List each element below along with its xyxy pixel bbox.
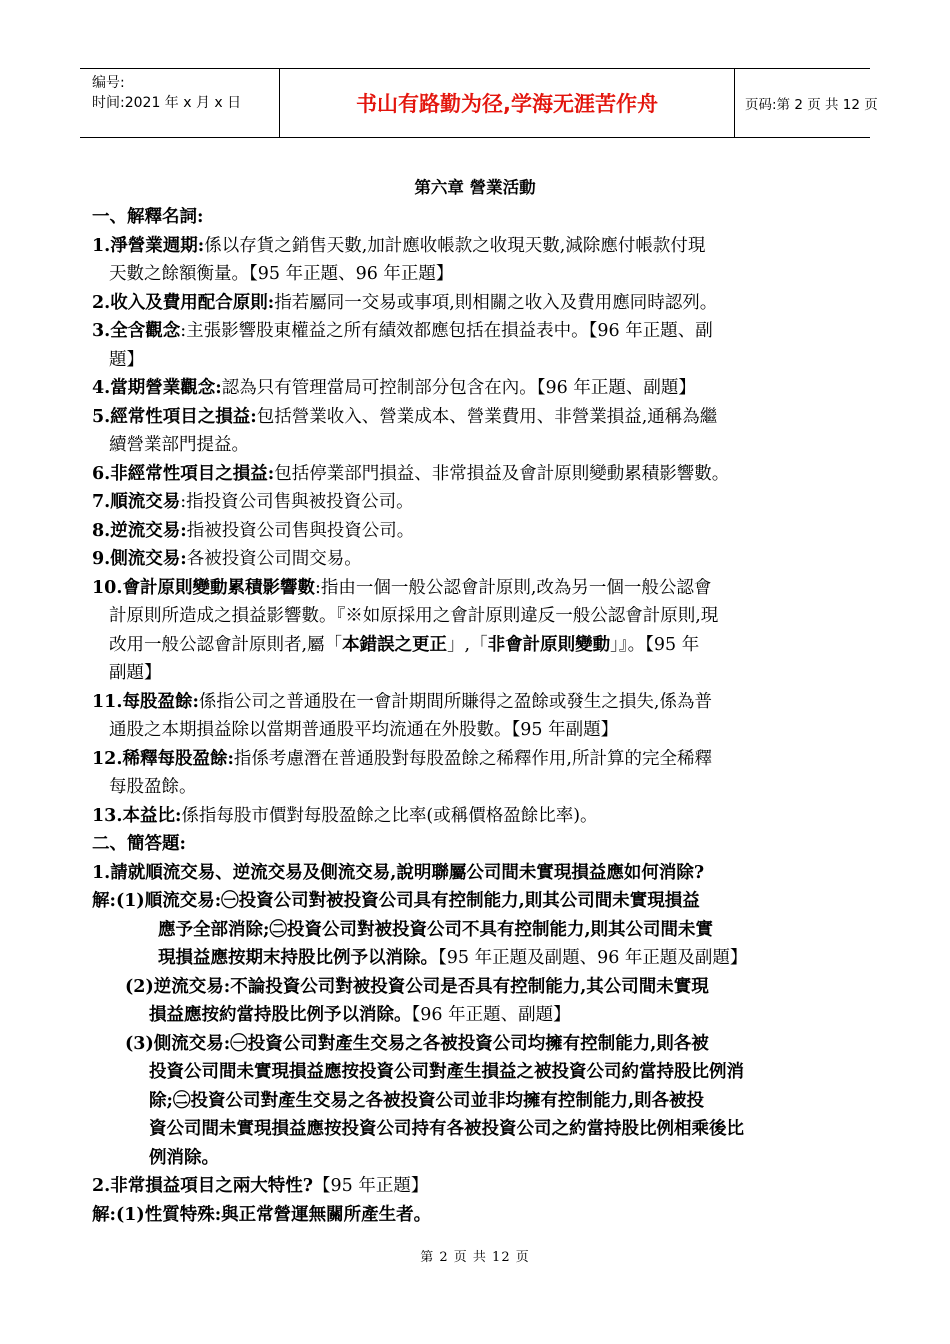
answer-1-3-cont2: 除;㊁投資公司對產生交易之各被投資公司並非均擁有控制能力,則各被投 [149,1090,705,1111]
term-2: 2.收入及費用配合原則:指若屬同一交易或事項,則相關之收入及費用應同時認列。 [92,292,718,313]
term-8: 8.逆流交易:指被投資公司售與投資公司。 [92,520,415,541]
answer-2-1: 解:(1)性質特殊:與正常營運無關所產生者。 [92,1204,432,1225]
term-10-cont-2: 改用一般公認會計原則者,屬「本錯誤之更正」,「非會計原則變動」』。【95 年 [109,634,700,655]
answer-1-2-cont: 損益應按約當持股比例予以消除。【96 年正題、副題】 [149,1005,571,1025]
answer-1-3: (3)側流交易:㊀投資公司對產生交易之各被投資公司均擁有控制能力,則各被 [125,1033,709,1054]
term-11: 11.每股盈餘:係指公司之普通股在一會計期間所賺得之盈餘或發生之損失,係為普 [92,691,712,712]
chapter-title: 第六章 營業活動 [414,178,536,197]
term-5: 5.經常性項目之損益:包括營業收入、營業成本、營業費用、非營業損益,通稱為繼 [92,406,718,427]
term-3: 3.全含觀念:主張影響股東權益之所有績效都應包括在損益表中。【96 年正題、副 [92,321,713,341]
term-3-cont: 題】 [109,349,144,370]
term-12: 12.稀釋每股盈餘:指係考慮潛在普通股對每股盈餘之稀釋作用,所計算的完全稀釋 [92,748,712,769]
answer-1-1-cont2: 現損益應按期末持股比例予以消除。【95 年正題及副題、96 年正題及副題】 [158,948,748,968]
page-header [80,68,878,138]
answer-1-3-cont3: 資公司間未實現損益應按投資公司持有各被投資公司之約當持股比例相乘後比 [149,1119,744,1139]
question-2: 2.非常損益項目之兩大特性?【95 年正題】 [92,1176,429,1196]
header-motto: 书山有路勤为径,学海无涯苦作舟 [280,69,735,137]
term-6: 6.非經常性項目之損益:包括停業部門損益、非常損益及會計原則變動累積影響數。 [92,463,730,484]
answer-1-3-cont4: 例消除。 [149,1147,219,1168]
term-10-cont-1: 計原則所造成之損益影響數。『※如原採用之會計原則違反一般公認會計原則,現 [109,606,719,626]
term-1: 1.淨營業週期:係以存貨之銷售天數,加計應收帳款之收現天數,減除應付帳款付現 [92,235,706,256]
term-5-cont: 續營業部門提益。 [109,435,249,455]
term-11-cont: 通股之本期損益除以當期普通股平均流通在外股數。【95 年副題】 [109,720,619,740]
header-page-info: 页码:第 2 页 共 12 页 [745,97,878,113]
section-heading: 二、簡答題: [92,834,186,854]
term-1-cont: 天數之餘額衡量。【95 年正題、96 年正題】 [109,264,454,284]
answer-1-3-cont1: 投資公司間未實現損益應按投資公司對產生損益之被投資公司約當持股比例消 [149,1062,744,1082]
term-10: 10.會計原則變動累積影響數:指由一個一般公認會計原則,改為另一個一般公認會 [92,577,712,598]
answer-1-2: (2)逆流交易:不論投資公司對被投資公司是否具有控制能力,其公司間未實現 [125,976,709,997]
term-12-cont: 每股盈餘。 [109,777,197,797]
answer-1-1: 解:(1)順流交易:㊀投資公司對被投資公司具有控制能力,則其公司間未實現損益 [92,891,700,911]
question-1: 1.請就順流交易、逆流交易及側流交易,說明聯屬公司間未實現損益應如何消除? [92,862,705,883]
document-body [92,203,862,1229]
page-footer: 第 2 页 共 12 页 [420,1250,530,1265]
section-heading: 一、解釋名詞: [92,207,204,227]
term-7: 7.順流交易:指投資公司售與被投資公司。 [92,492,414,512]
number-label: 编号: [92,75,125,91]
time-label: 时间:2021 年 x 月 x 日 [92,95,242,111]
term-13: 13.本益比:係指每股市價對每股盈餘之比率(或稱價格盈餘比率)。 [92,805,598,826]
term-9: 9.側流交易:各被投資公司間交易。 [92,549,362,569]
term-10-cont-3: 副題】 [109,663,162,683]
answer-1-1-cont: 應予全部消除;㊁投資公司對被投資公司不具有控制能力,則其公司間未實 [158,919,714,940]
header-meta [80,69,280,137]
term-4: 4.當期營業觀念:認為只有管理當局可控制部分包含在內。【96 年正題、副題】 [92,378,696,398]
